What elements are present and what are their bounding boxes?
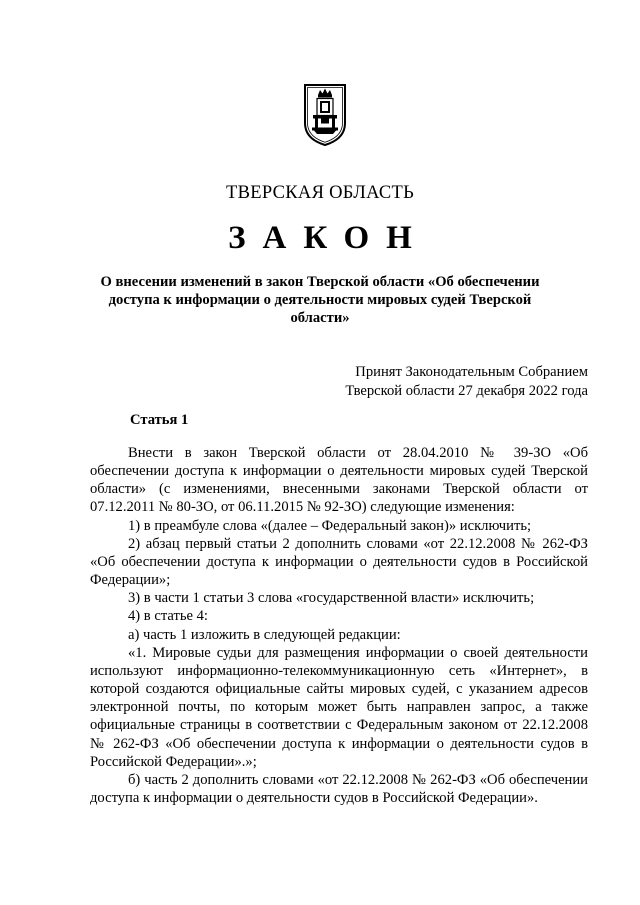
adoption-note <box>345 363 588 401</box>
article-body <box>90 444 588 807</box>
paragraph: 1) в преамбуле слова «(далее – Федеральный закон)» исключить; <box>128 517 532 534</box>
paragraph: б) часть 2 дополнить словами «от 22.12.2008 № 262-ФЗ «Об обеспечении доступа к информации о деятельности судов в Российской Федерации». <box>90 771 588 806</box>
paragraph: 4) в статье 4: <box>128 608 208 625</box>
region-name: ТВЕРСКАЯ ОБЛАСТЬ <box>225 183 415 203</box>
paragraph: 3) в части 1 статьи 3 слова «государственной власти» исключить; <box>128 590 535 607</box>
adoption-line-1: Принят Законодательным Собранием <box>355 364 588 380</box>
law-title: О внесении изменений в закон Тверской области «Об обеспечении доступа к информации о деятельности мировых судей Тверской области» <box>100 274 540 326</box>
adoption-line-2: Тверской области 27 декабря 2022 года <box>345 383 588 399</box>
paragraph: Внести в закон Тверской области от 28.04.2010 № 39-ЗО «Об обеспечении доступа к информации о деятельности мировых судей Тверской области» (с изменениями, внесенными законами Тверской области от 07.12.2011 № 80-ЗО, от 06.11.2015 № 92-ЗО) следующие изменения: <box>90 445 588 516</box>
paragraph: «1. Мировые судьи для размещения информации о своей деятельности используют информационно-телекоммуникационную сеть «Интернет», в которой создаются официальные сайты мировых судей, с указанием адресов электронной почты, по которым может быть направлен запрос, а также официальные страницы в соответствии с Федеральным законом от 22.12.2008 № 262-ФЗ «Об обеспечении доступа к информации о деятельности судов в Российской Федерации».»; <box>90 644 588 770</box>
tver-coat-of-arms-icon <box>303 83 347 147</box>
article-heading: Статья 1 <box>130 412 189 428</box>
paragraph: а) часть 1 изложить в следующей редакции: <box>128 626 401 643</box>
document-type: ЗАКОН <box>228 220 429 256</box>
paragraph: 2) абзац первый статьи 2 дополнить словами «от 22.12.2008 № 262-ФЗ «Об обеспечении доступа к информации о деятельности судов в Российской Федерации»; <box>90 535 588 589</box>
